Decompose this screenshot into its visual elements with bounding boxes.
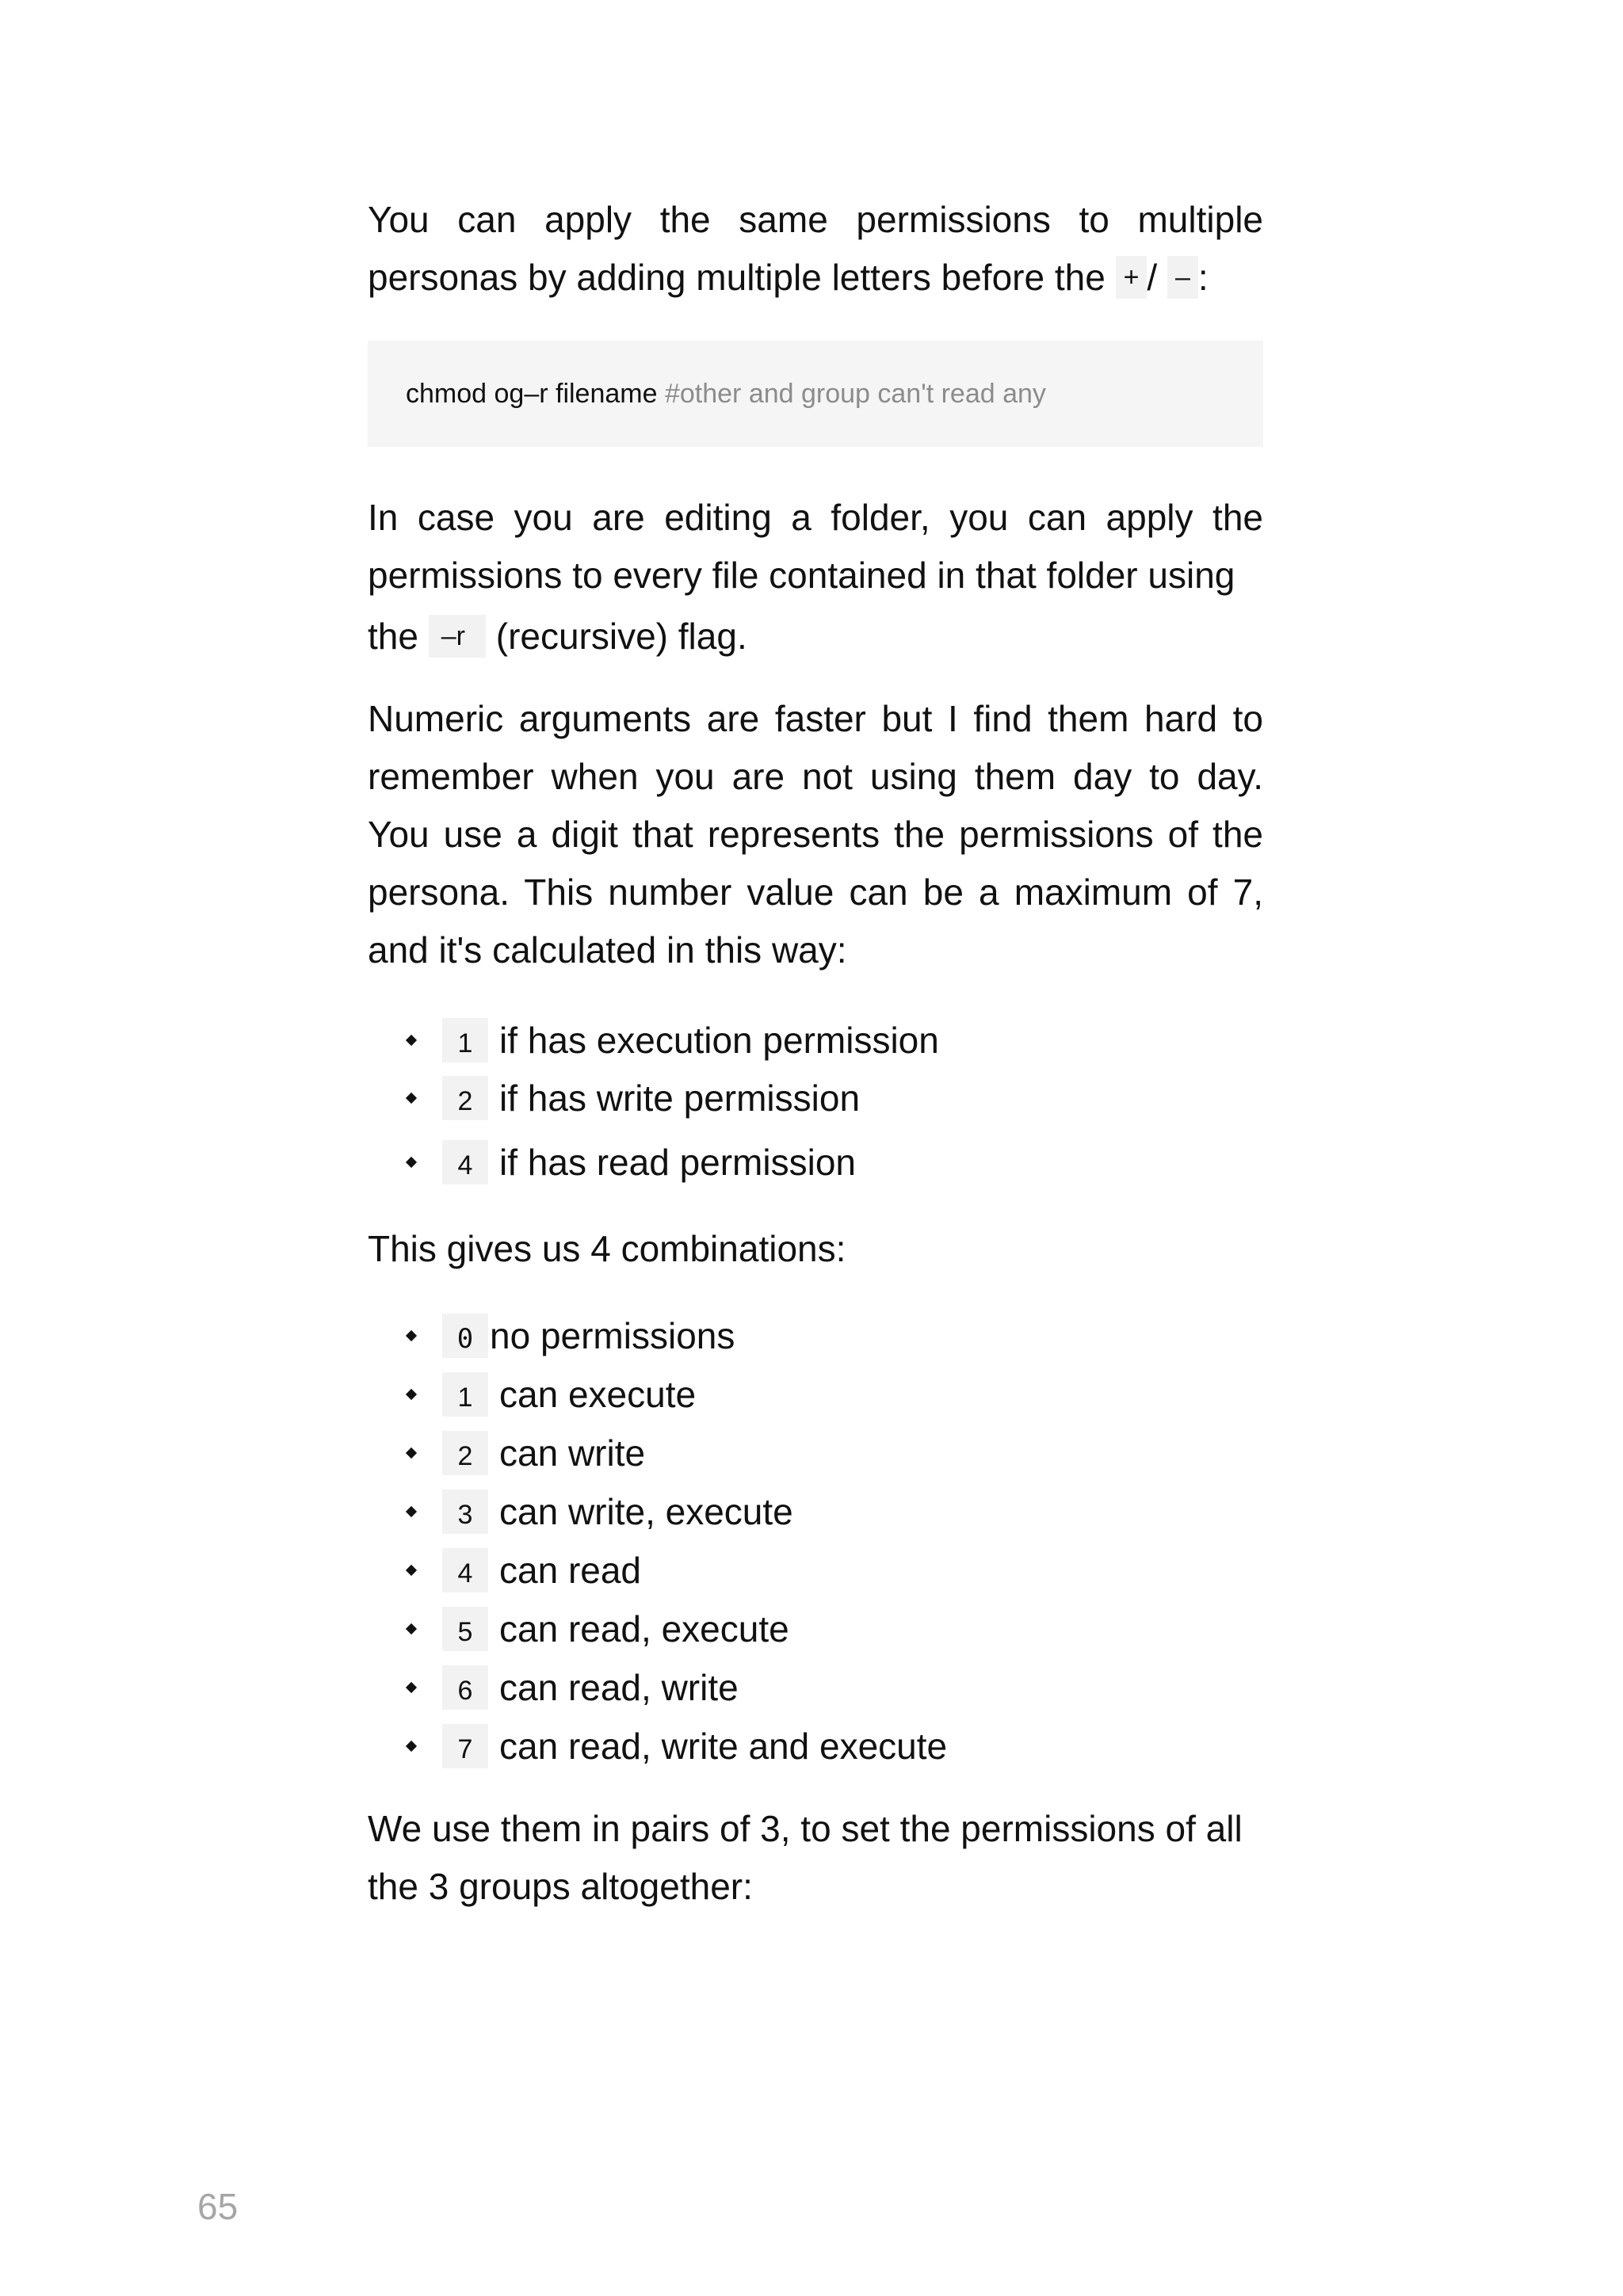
page-number: 65	[197, 2186, 239, 2227]
list-item-text: can execute	[499, 1374, 697, 1415]
code-command: chmod og–r filename	[406, 379, 658, 409]
list-item-text: no permissions	[490, 1315, 735, 1356]
paragraph-recursive	[368, 489, 1263, 666]
paragraph-text: (recursive) flag.	[495, 616, 747, 657]
inline-code-flag: –r	[429, 615, 486, 658]
paragraph-text: This gives us 4 combinations:	[368, 1228, 846, 1269]
code-block	[368, 341, 1263, 447]
paragraph-text: We use them in pairs of 3, to set the permissions of all the 3 groups altogether:	[368, 1808, 1243, 1907]
bullet-icon	[406, 1389, 417, 1400]
colon-text: :	[1197, 257, 1209, 298]
inline-code: 2	[442, 1431, 488, 1475]
bullet-icon	[406, 1506, 417, 1517]
inline-code: 3	[442, 1489, 488, 1534]
combinations-list	[368, 1307, 1263, 1783]
list-item-text: can write, execute	[499, 1491, 793, 1532]
inline-code: 1	[442, 1018, 488, 1062]
list-item-text: can write	[499, 1432, 646, 1474]
paragraph-multiple-personas	[368, 191, 1263, 307]
paragraph-line	[368, 608, 1263, 666]
inline-code: 1	[442, 1372, 488, 1417]
bullet-icon	[406, 1623, 417, 1634]
paragraph-line: You can apply the same permissions to multiple	[368, 199, 1263, 240]
list-item-text: can read, write	[499, 1667, 739, 1708]
list-item-text: if has write permission	[499, 1077, 861, 1119]
inline-code: 4	[442, 1548, 488, 1592]
bullet-icon	[406, 1447, 417, 1459]
inline-code: 5	[442, 1607, 488, 1651]
bullet-icon	[406, 1682, 417, 1693]
inline-code-minus: –	[1167, 256, 1198, 299]
inline-code: 4	[442, 1140, 488, 1184]
paragraph-combinations	[368, 1220, 1263, 1278]
inline-code: 6	[442, 1665, 488, 1710]
inline-code-plus: +	[1116, 256, 1148, 299]
bullet-icon	[406, 1157, 417, 1168]
bullet-icon	[406, 1035, 417, 1046]
permission-values-list	[368, 1012, 1263, 1194]
inline-code: 7	[442, 1724, 488, 1768]
list-item-text: if has read permission	[499, 1142, 856, 1183]
slash-text: /	[1147, 257, 1158, 298]
paragraph-text: the	[368, 616, 418, 657]
inline-code: 2	[442, 1076, 488, 1120]
paragraph-numeric	[368, 690, 1263, 979]
list-item-text: if has execution permission	[499, 1020, 939, 1061]
paragraph-pairs	[368, 1800, 1263, 1916]
list-item-text: can read, execute	[499, 1608, 789, 1650]
paragraph-line	[368, 249, 1263, 307]
list-item-text: can read	[499, 1550, 642, 1591]
bullet-icon	[406, 1330, 417, 1341]
bullet-icon	[406, 1565, 417, 1576]
inline-code: 0	[442, 1314, 488, 1358]
paragraph-text: In case you are editing a folder, you can apply the permissions to every file contained in that folder using	[368, 497, 1263, 596]
code-comment: #other and group can't read any	[664, 379, 1046, 409]
paragraph-text: Numeric arguments are faster but I find them hard to remember when you are not using them day to day. You use a digit that represents the permissions of the persona. This number value can be a maximum of 7, and it's calculated in this way:	[368, 698, 1263, 971]
list-item-text: can read, write and execute	[499, 1726, 948, 1767]
paragraph-text: personas by adding multiple letters before the	[368, 257, 1106, 298]
bullet-icon	[406, 1093, 417, 1104]
bullet-icon	[406, 1741, 417, 1752]
